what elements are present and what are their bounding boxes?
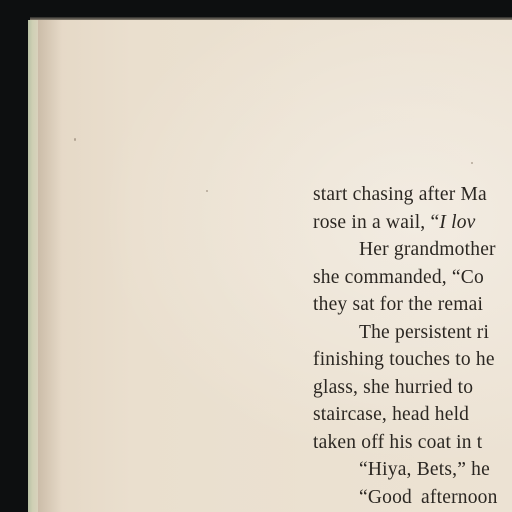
- text-line-8: glass, she hurried to: [313, 376, 474, 398]
- text-line-5: they sat for the remai: [313, 294, 484, 315]
- text-line-2-italic: I lov: [439, 211, 476, 233]
- text-line-9: staircase, head held: [313, 404, 470, 425]
- text-line-7: finishing touches to he: [313, 349, 495, 370]
- text-line-2: [313, 209, 512, 237]
- text-line-10: taken off his coat in t: [313, 431, 483, 453]
- text-line-1: start chasing after Ma: [313, 184, 487, 205]
- body-text: [313, 181, 512, 511]
- text-line-4: she commanded, “Co: [313, 266, 484, 288]
- paper-speck: [206, 190, 208, 192]
- book-page: [38, 20, 512, 512]
- text-line-6: The persistent ri: [359, 321, 490, 343]
- text-line-3: Her grandmother: [359, 239, 496, 260]
- text-line-11: “Hiya, Bets,” he: [359, 459, 490, 480]
- text-line-12: “Good afternoon: [359, 486, 498, 508]
- text-line-2-start: rose in a wail, “: [313, 211, 440, 233]
- book-spine-edge: [28, 20, 38, 512]
- paper-speck: [74, 138, 76, 141]
- paper-speck: [471, 162, 473, 164]
- page-gutter-shadow: [38, 20, 62, 512]
